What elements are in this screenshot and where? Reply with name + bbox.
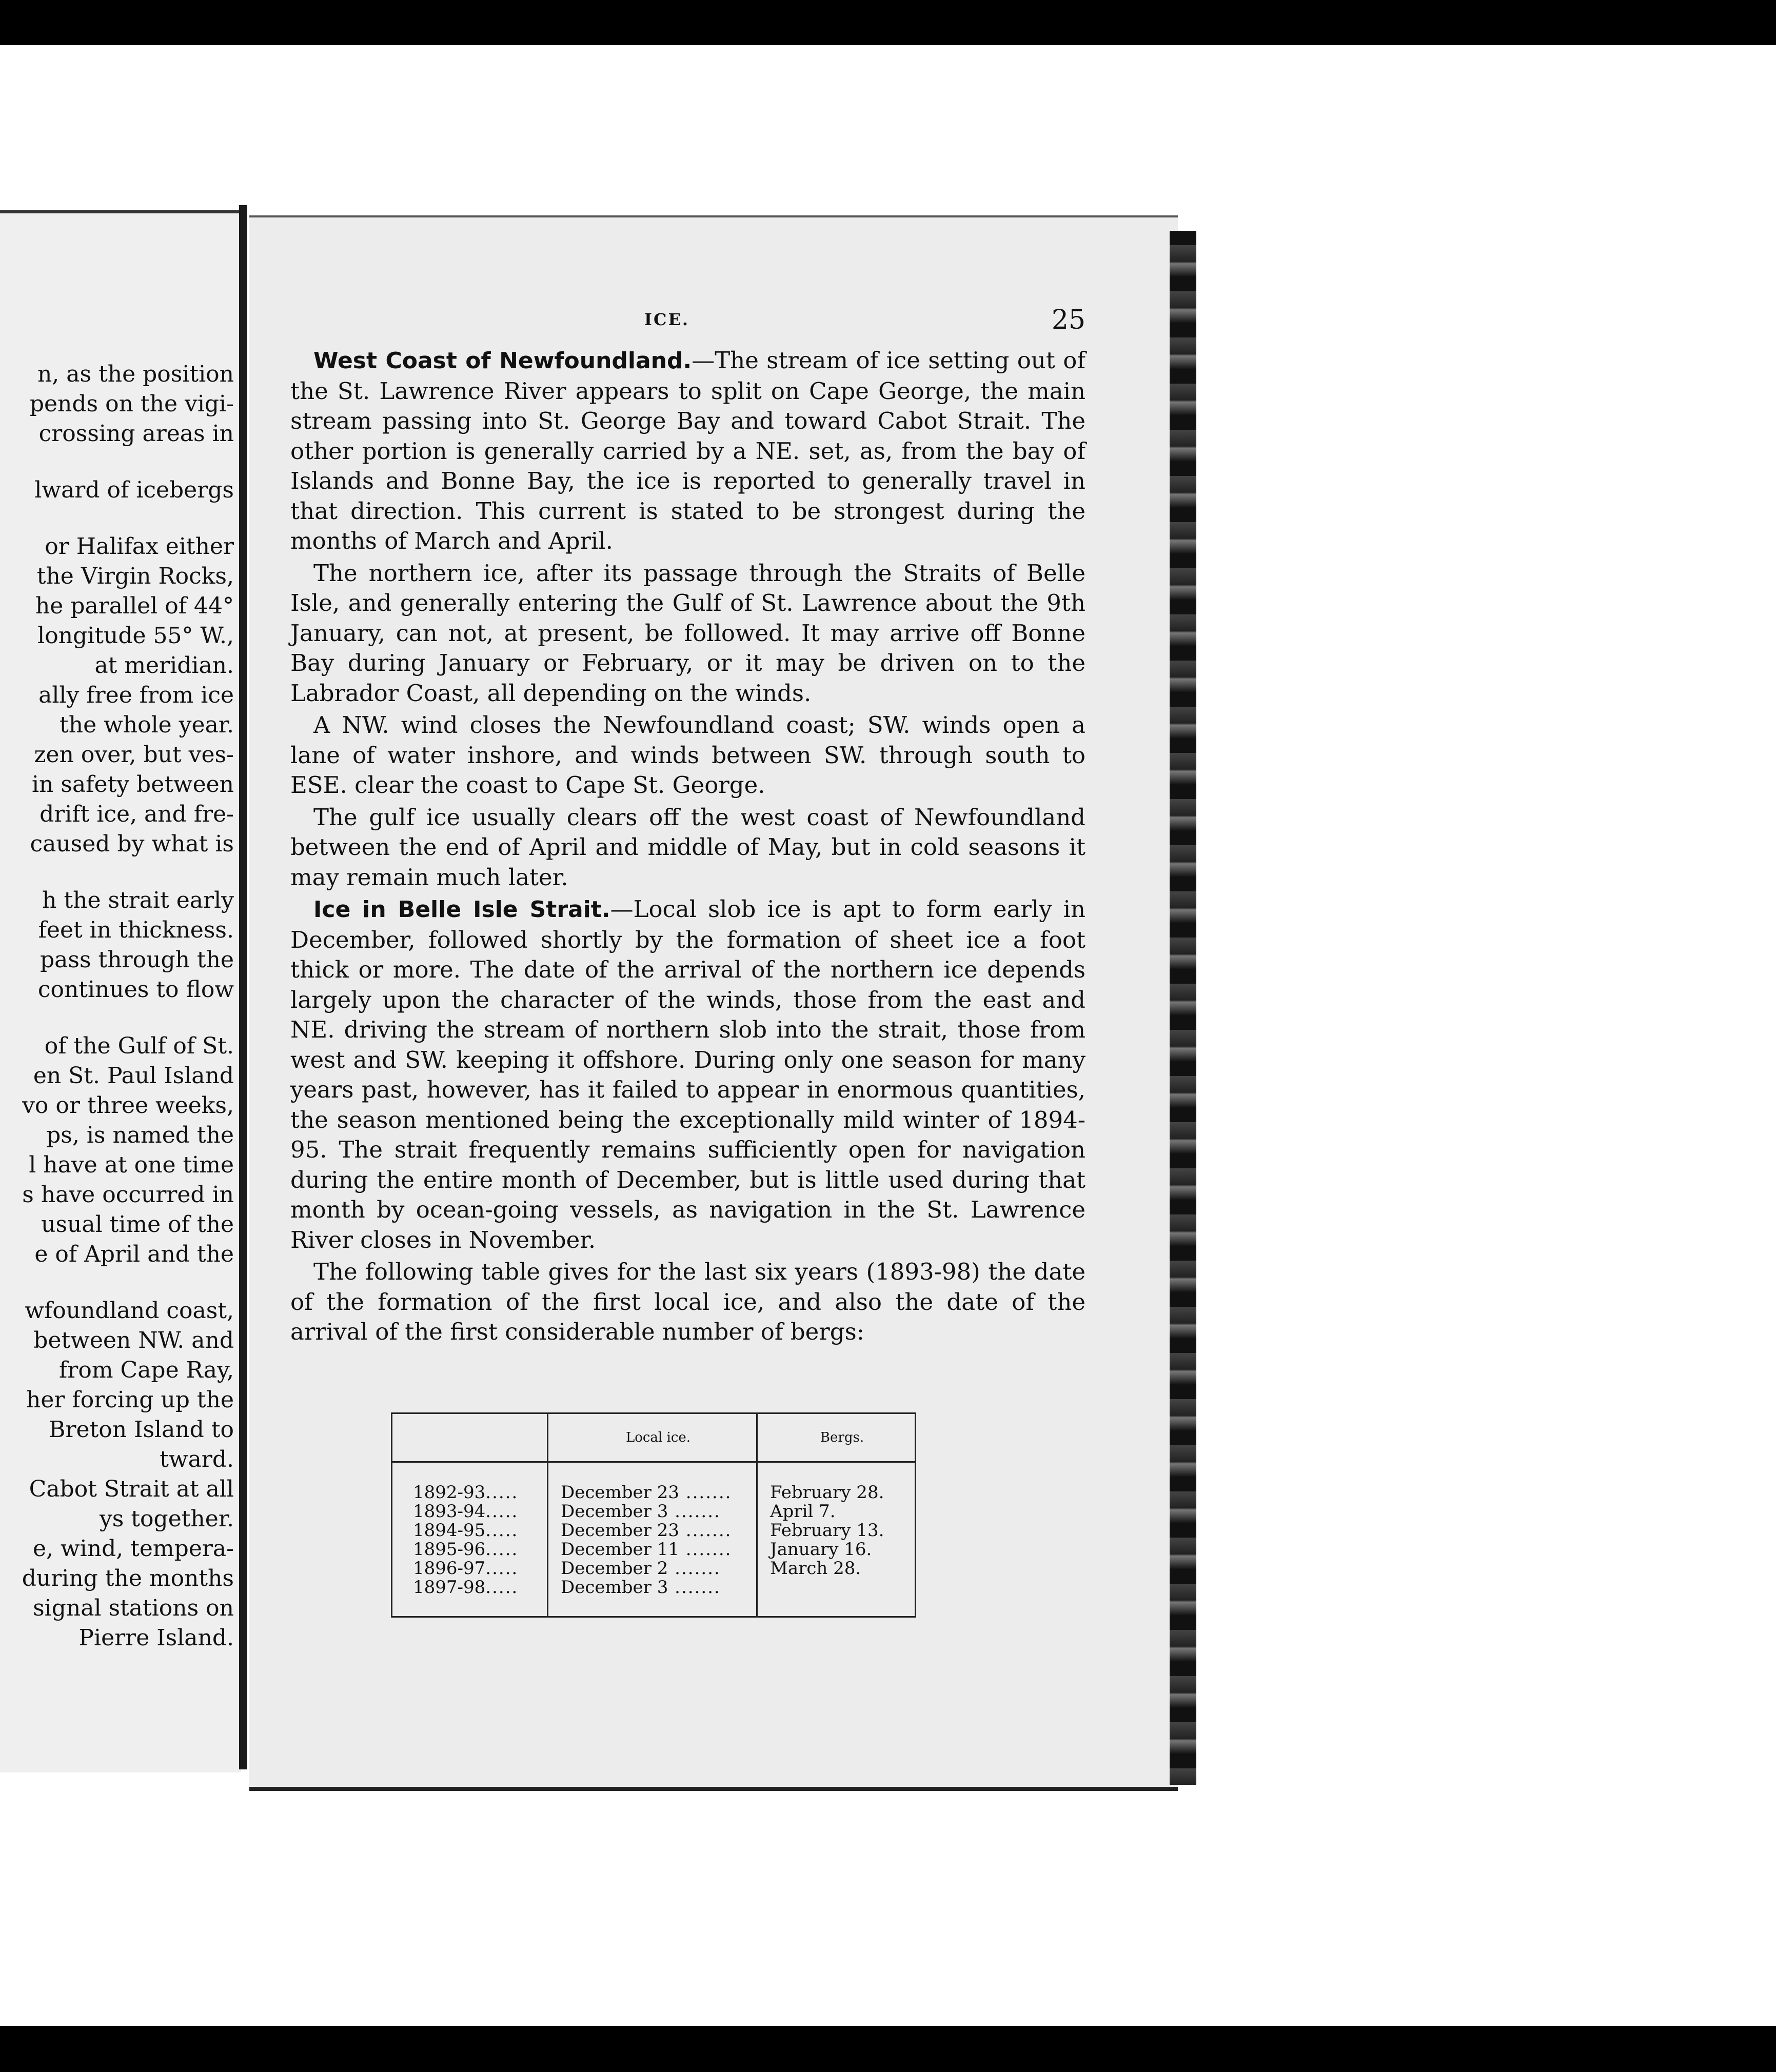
bergs-column [757,1462,916,1617]
local-ice-cell: December 3 ....... [561,1501,721,1522]
paragraph [290,803,1086,893]
paragraph [290,1257,1086,1347]
local-ice-column [548,1462,757,1617]
left-page-line: at meridian. [94,652,234,679]
left-page-line: during the months [22,1565,234,1591]
left-page-line: signal stations on [33,1595,234,1621]
table-body-row [392,1462,916,1617]
paragraph-text: The following table gives for the last six years (1893-98) the date of the formation of the first local ice, and also the date of the arrival of the first considerable number of bergs: [290,1258,1086,1345]
left-page-line: of the Gulf of St. [44,1033,234,1059]
local-ice-cell: December 23 ....... [561,1482,732,1503]
left-page-line: pends on the vigi- [29,391,234,417]
local-ice-cell: December 11 ....... [561,1539,732,1560]
left-page [0,210,241,1772]
scan-border-bottom [0,2026,1776,2072]
left-page-line: Pierre Island. [78,1625,234,1651]
section-heading: West Coast of Newfoundland. [313,348,692,374]
table-header-season [392,1413,548,1462]
left-page-line [0,1269,234,1296]
page-header [290,305,1086,341]
local-ice-cell: December 2 ....... [561,1558,721,1579]
left-page-line: longitude 55° W., [37,623,234,649]
left-page-line: the whole year. [60,712,234,738]
bergs-cell: February 13. [770,1520,884,1541]
table-header-bergs: Bergs. [757,1413,916,1462]
left-page-line: wfoundland coast, [25,1298,234,1324]
left-page-line: the Virgin Rocks, [36,563,234,589]
section-heading: Ice in Belle Isle Strait. [313,896,610,923]
book-spine [239,205,247,1769]
table-header-row [392,1413,916,1462]
paragraph [290,346,1086,556]
left-page-line: s have occurred in [22,1182,234,1208]
left-page-line: pass through the [40,947,234,973]
season-cell: 1892-93..... [413,1482,519,1503]
left-page-line: tward. [160,1446,234,1472]
left-page-line [0,505,234,532]
local-ice-cell: December 3 ....... [561,1577,721,1598]
left-page-line: vo or three weeks, [22,1092,234,1119]
left-page-line: feet in thickness. [38,917,234,943]
paragraph-text: —The stream of ice setting out of the St. Lawrence River appears to split on Cape George, the main stream passing into St. George Bay and toward Cabot Strait. The other portion is generally carried by a NE. set, as, from the bay of Islands and Bonne Bay, the ice is reported to generally travel in that direction. This current is stated to be strongest during the months of March and April. [290,347,1086,554]
season-cell: 1897-98..... [413,1577,519,1598]
running-title: ICE. [644,310,689,329]
left-page-line: in safety between [31,771,234,798]
left-page-line: n, as the position [37,361,234,387]
left-page-line [0,859,234,886]
season-cell: 1894-95..... [413,1520,519,1541]
left-page-line: l have at one time [29,1152,234,1178]
left-page-line [0,449,234,475]
paragraph [290,710,1086,801]
left-page-line: her forcing up the [26,1387,234,1413]
scan-border-top [0,0,1776,45]
page-edge [1170,231,1196,1785]
left-page-line: caused by what is [30,831,234,857]
bergs-cell: March 28. [770,1558,861,1579]
left-page-line: usual time of the [41,1211,234,1238]
left-page-line: Cabot Strait at all [29,1476,234,1502]
left-page-line: e, wind, tempera- [32,1536,234,1562]
left-page-line: he parallel of 44° [35,593,234,619]
local-ice-cell: December 23 ....... [561,1520,732,1541]
left-page-line: from Cape Ray, [59,1357,234,1383]
paragraph-text: —Local slob ice is apt to form early in December, followed shortly by the formation of sheet ice a foot thick or more. The date of the arrival of the northern ice depends largely upon the character of the winds, those from the east and NE. driving the stream of northern slob into the strait, those from west and SW. keeping it offshore. During only one season for many years past, however, has it failed to appear in enormous quantities, the season mentioned being the exceptionally mild winter of 1894-95. The strait frequently remains sufficiently open for navigation during the entire month of December, but is little used during that month by ocean-going vessels, as navigation in the St. Lawrence River closes in November. [290,895,1086,1253]
season-column [392,1462,548,1617]
paragraph-text: A NW. wind closes the Newfoundland coast; SW. winds open a lane of water inshore, and winds between SW. through south to ESE. clear the coast to Cape St. George. [290,711,1086,799]
left-page-line: continues to flow [37,977,234,1003]
paragraph-text: The northern ice, after its passage through the Straits of Belle Isle, and generally entering the Gulf of St. Lawrence about the 9th January, can not, at present, be followed. It may arrive off Bonne Bay during January or February, or it may be driven on to the Labrador Coast, all depending on the winds. [290,559,1086,707]
page-number: 25 [1051,305,1086,335]
left-page-line: between NW. and [33,1327,234,1353]
left-page-line: drift ice, and fre- [40,801,234,827]
body-text [290,346,1086,1349]
left-page-line: ys together. [99,1506,234,1532]
season-cell: 1895-96..... [413,1539,519,1560]
season-cell: 1893-94..... [413,1501,519,1522]
left-page-line: or Halifax either [45,533,234,560]
left-page-line: e of April and the [34,1241,234,1267]
left-page-line: en St. Paul Island [33,1063,234,1089]
left-page-text [0,360,234,1653]
bergs-cell: January 16. [770,1539,872,1560]
paragraph [290,894,1086,1255]
paragraph-text: The gulf ice usually clears off the west coast of Newfoundland between the end of April and middle of May, but in cold seasons it may remain much later. [290,803,1086,891]
left-page-line: ps, is named the [46,1122,234,1148]
bergs-cell: February 28. [770,1482,884,1503]
left-page-line: crossing areas in [38,421,234,447]
right-page [249,215,1178,1791]
paragraph [290,559,1086,709]
ice-dates-table [391,1412,916,1618]
left-page-line: h the strait early [42,887,234,913]
left-page-line: lward of icebergs [34,477,234,503]
bergs-cell: April 7. [770,1501,836,1522]
left-page-line [0,1005,234,1031]
season-cell: 1896-97..... [413,1558,519,1579]
bergs-cell [770,1578,914,1597]
left-page-line: zen over, but ves- [34,742,234,768]
left-page-line: Breton Island to [49,1417,234,1443]
table-header-local-ice: Local ice. [548,1413,757,1462]
left-page-line: ally free from ice [38,682,234,708]
